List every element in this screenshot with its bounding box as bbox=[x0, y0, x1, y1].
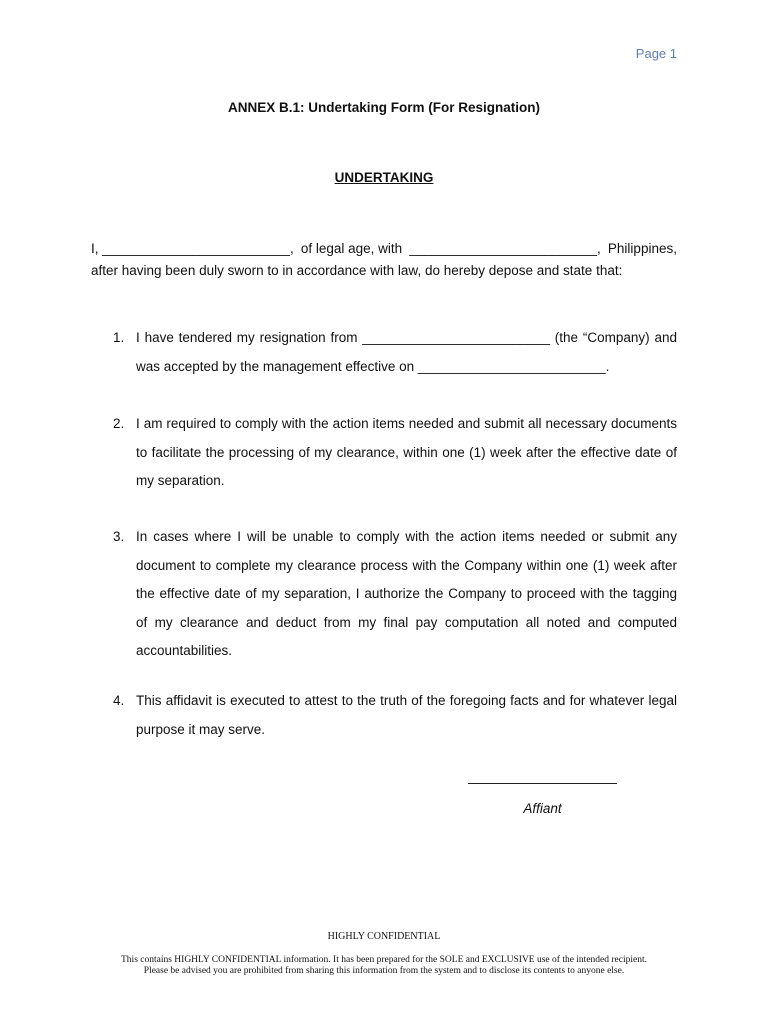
affiant-label: Affiant bbox=[523, 801, 562, 816]
intro-address-blank: _________________________, bbox=[409, 241, 601, 256]
list-item-number: 3. bbox=[113, 529, 125, 544]
footer-notice bbox=[0, 955, 768, 977]
list-item-text: In cases where I will be unable to comply with the action items needed or submit any document to complete my clearance process with the Company within one (1) week after the effective date of my separation, I authorize the Company to proceed with the tagging of my clearance and deduct from my final pay computation all noted and computed accountabilities. bbox=[136, 529, 677, 658]
footer-notice-line-2: Please be advised you are prohibited from sharing this information from the system and to disclose its contents to anyone else. bbox=[143, 966, 625, 976]
list-item-text: I have tendered my resignation from _________________________ (the “Company) and was accepted by the management effective on _________________________. bbox=[136, 330, 677, 374]
list-item-text: This affidavit is executed to attest to the truth of the foregoing facts and for whatever legal purpose it may serve. bbox=[136, 693, 677, 737]
intro-line-2: after having been duly sworn to in accordance with law, do hereby depose and state that: bbox=[91, 263, 623, 278]
list-item-text: I am required to comply with the action items needed and submit all necessary documents to facilitate the processing of my clearance, within one (1) week after the effective date of my separation. bbox=[136, 416, 677, 488]
document-heading: UNDERTAKING bbox=[334, 170, 434, 185]
footer-notice-line-1: This contains HIGHLY CONFIDENTIAL information. It has been prepared for the SOLE and EXCLUSIVE use of the intended recipient. bbox=[121, 955, 647, 965]
intro-line-1 bbox=[91, 238, 677, 260]
intro-name-blank: I, _________________________, bbox=[91, 241, 294, 256]
intro-text-country: Philippines, bbox=[607, 241, 677, 256]
signature-line bbox=[468, 783, 617, 784]
annex-title: ANNEX B.1: Undertaking Form (For Resignation) bbox=[227, 100, 541, 115]
intro-text-legal-age: of legal age, with bbox=[300, 241, 403, 256]
list-item-number: 4. bbox=[113, 693, 125, 708]
list-item-number: 2. bbox=[113, 416, 125, 431]
page-number: Page 1 bbox=[635, 46, 677, 61]
footer-title: HIGHLY CONFIDENTIAL bbox=[327, 931, 441, 942]
intro-paragraph bbox=[91, 238, 677, 282]
list-item-number: 1. bbox=[113, 330, 125, 345]
